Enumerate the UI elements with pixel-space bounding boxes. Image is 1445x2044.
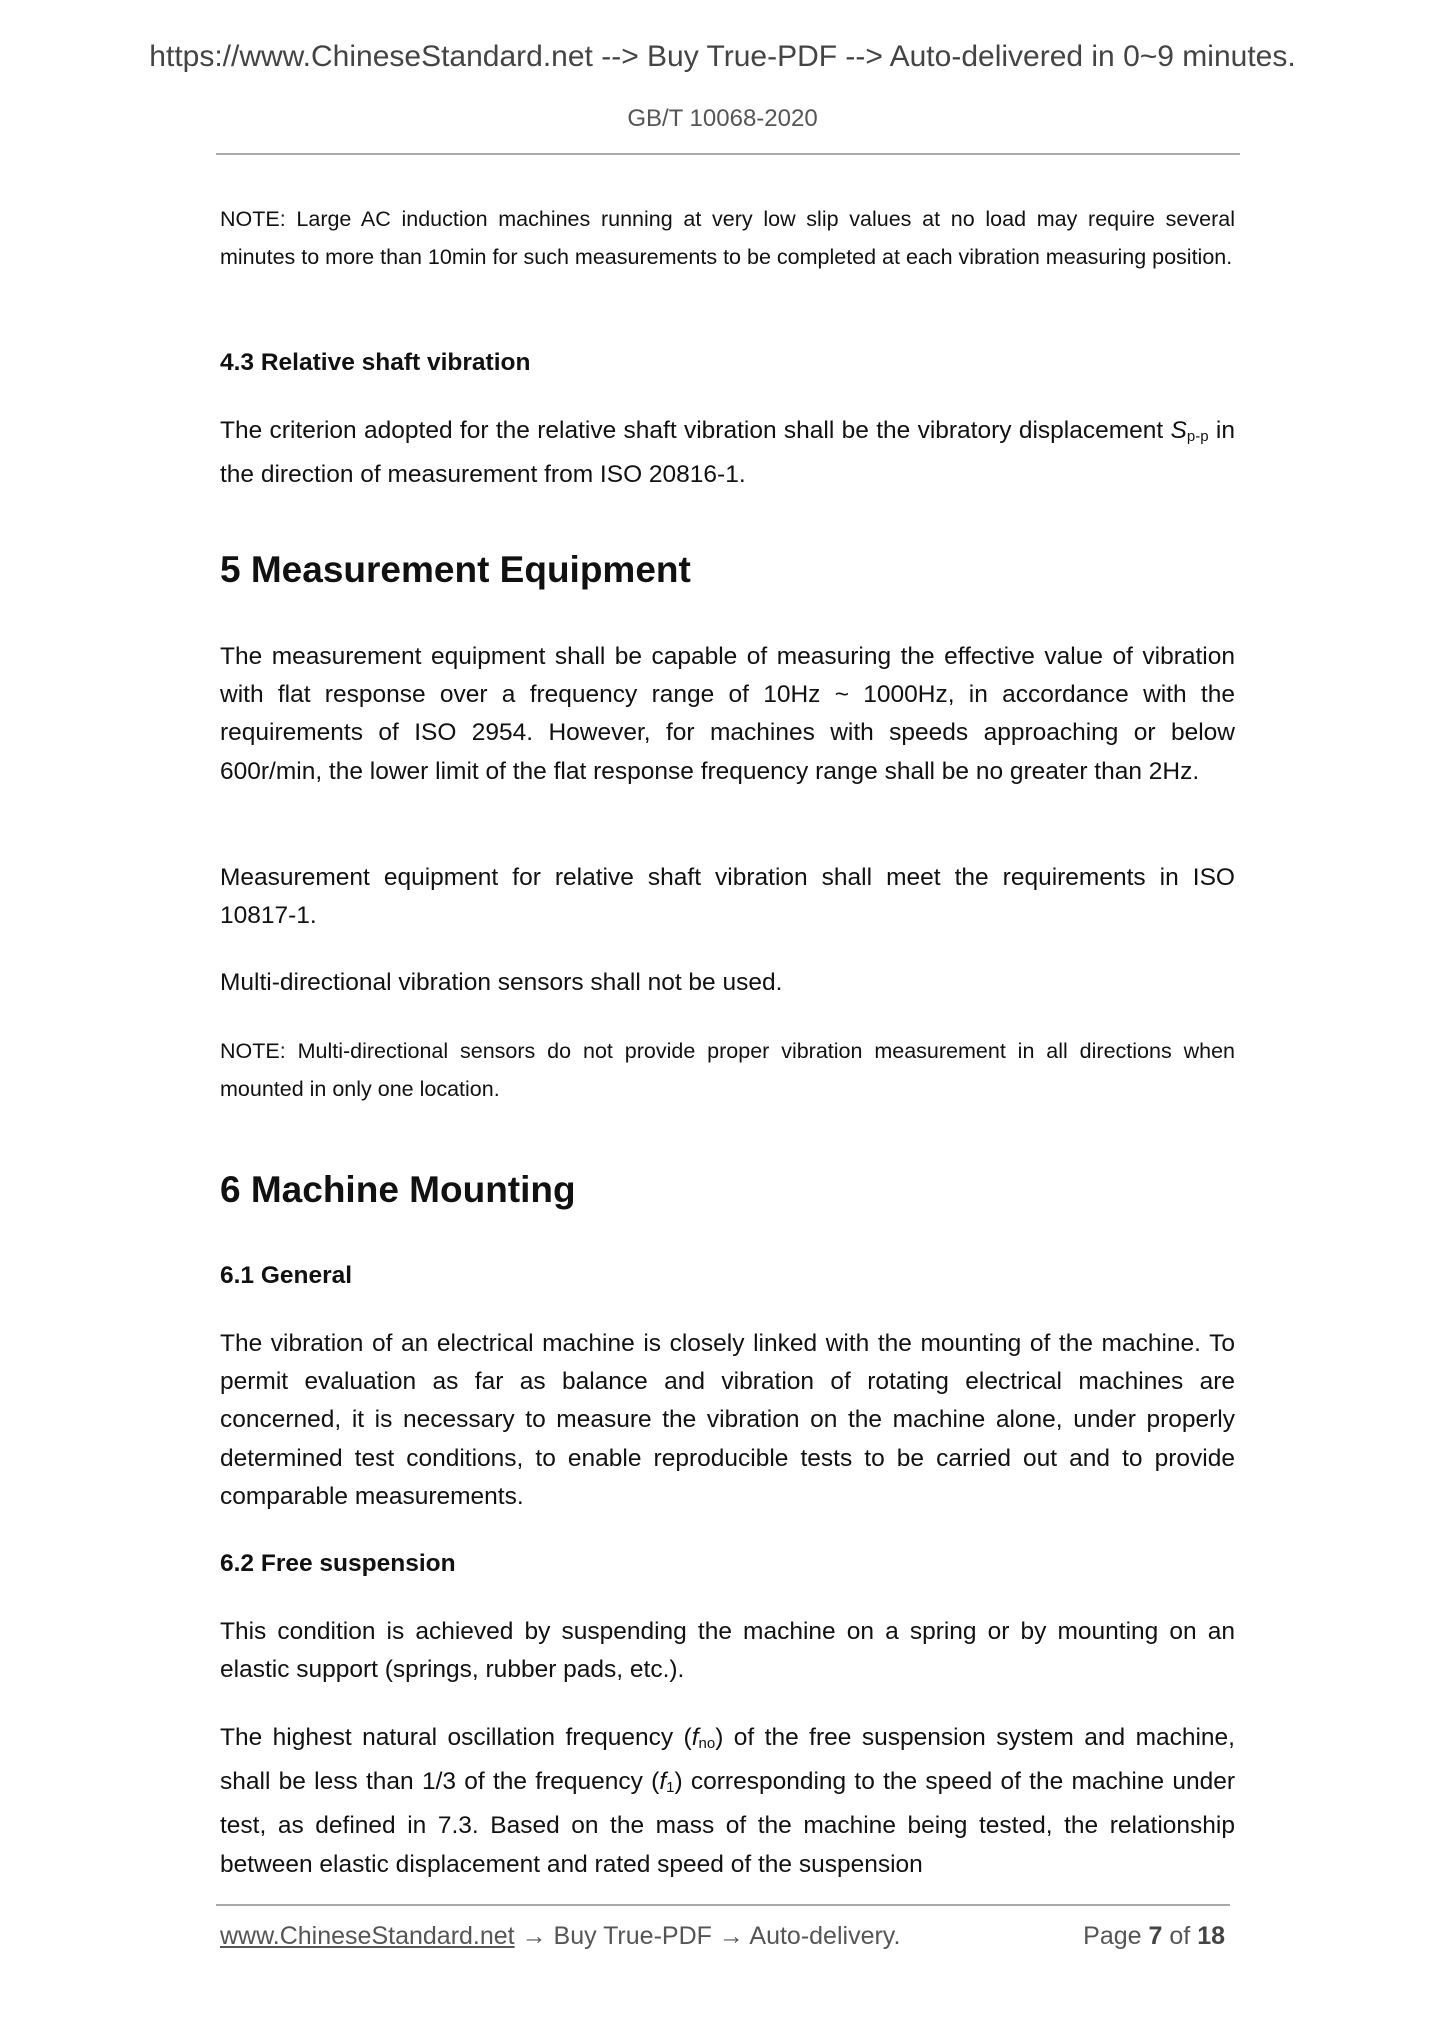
section-heading-5: 5 Measurement Equipment [220,549,691,590]
page-indicator [1083,1922,1225,1951]
symbol: f [659,1768,667,1796]
section-heading-6: 6 Machine Mounting [220,1169,576,1210]
page-label: Page [1083,1922,1142,1950]
standard-number: GB/T 10068-2020 [627,105,818,132]
promo-banner: https://www.ChineseStandard.net --> Buy True-PDF --> Auto-delivered in 0~9 minutes. [149,40,1296,73]
note-paragraph: NOTE: Large AC induction machines running at very low slip values at no load may require several minutes to more than 10min for such measurements to be completed at each vibration measuring position. [220,207,1235,270]
paragraph [220,1719,1235,1884]
text: in the direction of measurement from ISO 20816-1. [220,417,1235,489]
paragraph [220,412,1235,494]
paragraph: The vibration of an electrical machine is closely linked with the mounting of the machine. To permit evaluation as far as balance and vibration of rotating electrical machines are concerned, it is necessary to measure the vibration on the machine alone, under properly determined test conditions, to enable reproducible tests to be carried out and to provide comparable measurements. [220,1330,1235,1510]
symbol: S [1170,417,1187,444]
total-pages: 18 [1197,1922,1225,1950]
text: ) corresponding to the speed of the machine under test, as defined in 7.3. Based on the mass of the machine being tested, the relationship between elastic displacement and rated speed of the suspension [220,1768,1235,1878]
page-number: 7 [1148,1922,1163,1950]
section-heading-6-1: 6.1 General [220,1262,353,1289]
footer [220,1922,1225,1951]
website-link[interactable]: www.ChineseStandard.net [220,1922,515,1950]
note-paragraph: NOTE: Multi-directional sensors do not provide proper vibration measurement in all directions when mounted in only one location. [220,1039,1235,1102]
section-heading-4-3: 4.3 Relative shaft vibration [220,349,531,376]
paragraph: Measurement equipment for relative shaft vibration shall meet the requirements in ISO 10817-1. [220,864,1235,930]
section-heading-6-2: 6.2 Free suspension [220,1550,456,1577]
subscript: p-p [1186,428,1209,445]
paragraph: Multi-directional vibration sensors shall not be used. [220,969,783,996]
header-divider [216,153,1240,155]
text: The highest natural oscillation frequency ( [220,1724,692,1751]
subscript: 1 [666,1779,675,1797]
paragraph: This condition is achieved by suspending the machine on a spring or by mounting on an elastic support (springs, rubber pads, etc.). [220,1618,1235,1684]
footer-divider [216,1904,1230,1906]
text: ) of the free suspension system and machine, shall be less than 1/3 of the frequency ( [220,1724,1235,1796]
footer-text: → Buy True-PDF → Auto-delivery. [514,1922,901,1950]
paragraph: The measurement equipment shall be capable of measuring the effective value of vibration with flat response over a frequency range of 10Hz ~ 1000Hz, in accordance with the requirements of ISO 2954. However, for machines with speeds approaching or below 600r/min, the lower limit of the flat response frequency range shall be no greater than 2Hz. [220,643,1235,785]
symbol: f [691,1724,699,1751]
subscript: no [698,1735,716,1752]
of-label: of [1169,1922,1191,1950]
text: The criterion adopted for the relative shaft vibration shall be the vibratory displacement [220,417,1171,444]
